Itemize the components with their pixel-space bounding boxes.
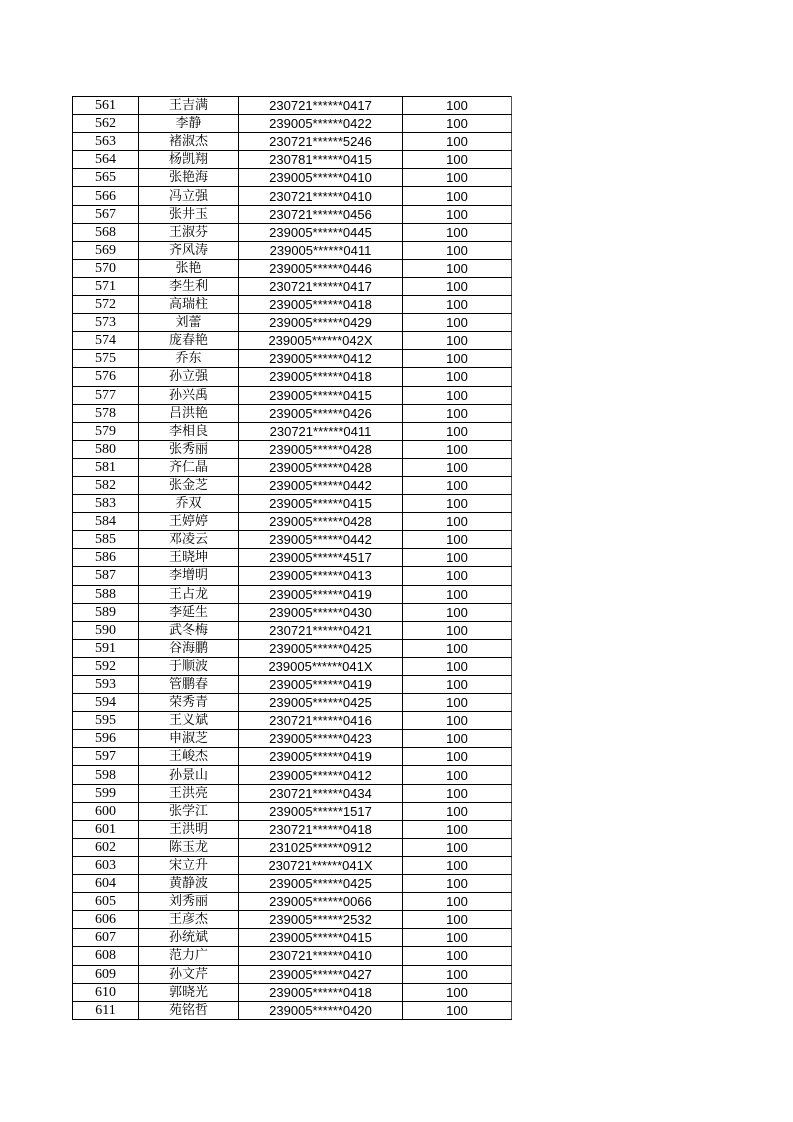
id-number-cell: 230721******041X <box>239 856 403 874</box>
table-row <box>73 639 512 657</box>
amount-cell: 100 <box>403 784 512 802</box>
row-number-cell: 598 <box>73 766 139 784</box>
amount-cell: 100 <box>403 205 512 223</box>
person-name-cell: 李延生 <box>139 603 239 621</box>
row-number-cell: 591 <box>73 639 139 657</box>
person-name-cell: 张秀丽 <box>139 440 239 458</box>
amount-cell: 100 <box>403 712 512 730</box>
table-row <box>73 820 512 838</box>
id-number-cell: 239005******0066 <box>239 893 403 911</box>
amount-cell: 100 <box>403 133 512 151</box>
id-number-cell: 239005******042X <box>239 332 403 350</box>
amount-cell: 100 <box>403 694 512 712</box>
person-name-cell: 范力广 <box>139 947 239 965</box>
row-number-cell: 597 <box>73 748 139 766</box>
table-row <box>73 567 512 585</box>
amount-cell: 100 <box>403 531 512 549</box>
row-number-cell: 604 <box>73 875 139 893</box>
table-row <box>73 241 512 259</box>
amount-cell: 100 <box>403 386 512 404</box>
row-number-cell: 611 <box>73 1001 139 1019</box>
id-number-cell: 239005******0412 <box>239 350 403 368</box>
amount-cell: 100 <box>403 567 512 585</box>
id-number-cell: 239005******0430 <box>239 603 403 621</box>
row-number-cell: 610 <box>73 983 139 1001</box>
table-row <box>73 458 512 476</box>
person-name-cell: 张井玉 <box>139 205 239 223</box>
amount-cell: 100 <box>403 657 512 675</box>
id-number-cell: 239005******0429 <box>239 314 403 332</box>
id-number-cell: 239005******0428 <box>239 440 403 458</box>
person-name-cell: 王彦杰 <box>139 911 239 929</box>
amount-cell: 100 <box>403 404 512 422</box>
person-name-cell: 武冬梅 <box>139 621 239 639</box>
row-number-cell: 600 <box>73 802 139 820</box>
row-number-cell: 587 <box>73 567 139 585</box>
person-name-cell: 乔双 <box>139 495 239 513</box>
id-number-cell: 230721******0410 <box>239 947 403 965</box>
row-number-cell: 593 <box>73 676 139 694</box>
id-number-cell: 239005******0442 <box>239 531 403 549</box>
id-number-cell: 239005******4517 <box>239 549 403 567</box>
amount-cell: 100 <box>403 585 512 603</box>
row-number-cell: 588 <box>73 585 139 603</box>
id-number-cell: 239005******0418 <box>239 983 403 1001</box>
person-name-cell: 王洪明 <box>139 820 239 838</box>
person-name-cell: 齐仁晶 <box>139 458 239 476</box>
table-row <box>73 893 512 911</box>
row-number-cell: 605 <box>73 893 139 911</box>
person-name-cell: 王峻杰 <box>139 748 239 766</box>
amount-cell: 100 <box>403 440 512 458</box>
table-row <box>73 368 512 386</box>
amount-cell: 100 <box>403 458 512 476</box>
amount-cell: 100 <box>403 97 512 115</box>
amount-cell: 100 <box>403 241 512 259</box>
person-name-cell: 李静 <box>139 115 239 133</box>
id-number-cell: 239005******0419 <box>239 585 403 603</box>
id-number-cell: 239005******0428 <box>239 458 403 476</box>
row-number-cell: 586 <box>73 549 139 567</box>
id-number-cell: 239005******2532 <box>239 911 403 929</box>
amount-cell: 100 <box>403 368 512 386</box>
person-name-cell: 于顺波 <box>139 657 239 675</box>
person-name-cell: 张金芝 <box>139 476 239 494</box>
row-number-cell: 603 <box>73 856 139 874</box>
amount-cell: 100 <box>403 893 512 911</box>
table-row <box>73 531 512 549</box>
table-row <box>73 983 512 1001</box>
table-row <box>73 133 512 151</box>
amount-cell: 100 <box>403 639 512 657</box>
table-row <box>73 404 512 422</box>
row-number-cell: 578 <box>73 404 139 422</box>
person-name-cell: 邓凌云 <box>139 531 239 549</box>
row-number-cell: 561 <box>73 97 139 115</box>
id-number-cell: 239005******0410 <box>239 169 403 187</box>
person-name-cell: 宋立升 <box>139 856 239 874</box>
person-name-cell: 孙统斌 <box>139 929 239 947</box>
id-number-cell: 230721******0410 <box>239 187 403 205</box>
amount-cell: 100 <box>403 676 512 694</box>
amount-cell: 100 <box>403 730 512 748</box>
row-number-cell: 567 <box>73 205 139 223</box>
table-row <box>73 802 512 820</box>
table-row <box>73 513 512 531</box>
row-number-cell: 570 <box>73 259 139 277</box>
row-number-cell: 564 <box>73 151 139 169</box>
id-number-cell: 239005******0427 <box>239 965 403 983</box>
row-number-cell: 596 <box>73 730 139 748</box>
amount-cell: 100 <box>403 965 512 983</box>
row-number-cell: 602 <box>73 838 139 856</box>
row-number-cell: 565 <box>73 169 139 187</box>
row-number-cell: 574 <box>73 332 139 350</box>
table-row <box>73 965 512 983</box>
id-number-cell: 230721******0417 <box>239 277 403 295</box>
id-number-cell: 239005******041X <box>239 657 403 675</box>
amount-cell: 100 <box>403 495 512 513</box>
table-row <box>73 277 512 295</box>
row-number-cell: 585 <box>73 531 139 549</box>
row-number-cell: 589 <box>73 603 139 621</box>
person-name-cell: 申淑芝 <box>139 730 239 748</box>
row-number-cell: 594 <box>73 694 139 712</box>
table-row <box>73 585 512 603</box>
person-name-cell: 张艳海 <box>139 169 239 187</box>
id-number-cell: 231025******0912 <box>239 838 403 856</box>
table-row <box>73 205 512 223</box>
table-row <box>73 621 512 639</box>
amount-cell: 100 <box>403 820 512 838</box>
table-row <box>73 386 512 404</box>
table-row <box>73 296 512 314</box>
amount-cell: 100 <box>403 296 512 314</box>
table-row <box>73 784 512 802</box>
amount-cell: 100 <box>403 513 512 531</box>
amount-cell: 100 <box>403 856 512 874</box>
amount-cell: 100 <box>403 259 512 277</box>
amount-cell: 100 <box>403 766 512 784</box>
person-name-cell: 管鹏春 <box>139 676 239 694</box>
id-number-cell: 230781******0415 <box>239 151 403 169</box>
id-number-cell: 239005******0411 <box>239 241 403 259</box>
id-number-cell: 239005******0428 <box>239 513 403 531</box>
table-row <box>73 350 512 368</box>
amount-cell: 100 <box>403 621 512 639</box>
person-name-cell: 刘秀丽 <box>139 893 239 911</box>
table-row <box>73 694 512 712</box>
person-name-cell: 李增明 <box>139 567 239 585</box>
person-name-cell: 李相良 <box>139 422 239 440</box>
amount-cell: 100 <box>403 187 512 205</box>
table-row <box>73 911 512 929</box>
row-number-cell: 590 <box>73 621 139 639</box>
id-number-cell: 239005******0415 <box>239 495 403 513</box>
person-name-cell: 孙文芹 <box>139 965 239 983</box>
amount-cell: 100 <box>403 838 512 856</box>
person-name-cell: 吕洪艳 <box>139 404 239 422</box>
id-number-cell: 239005******0442 <box>239 476 403 494</box>
table-row <box>73 151 512 169</box>
person-name-cell: 庞春艳 <box>139 332 239 350</box>
id-number-cell: 239005******0445 <box>239 223 403 241</box>
id-number-cell: 239005******1517 <box>239 802 403 820</box>
id-number-cell: 239005******0418 <box>239 368 403 386</box>
table-row <box>73 657 512 675</box>
row-number-cell: 576 <box>73 368 139 386</box>
amount-cell: 100 <box>403 115 512 133</box>
row-number-cell: 583 <box>73 495 139 513</box>
amount-cell: 100 <box>403 350 512 368</box>
id-number-cell: 230721******0411 <box>239 422 403 440</box>
id-number-cell: 239005******0412 <box>239 766 403 784</box>
person-name-cell: 王晓坤 <box>139 549 239 567</box>
id-number-cell: 230721******0456 <box>239 205 403 223</box>
table-row <box>73 187 512 205</box>
id-number-cell: 239005******0418 <box>239 296 403 314</box>
amount-cell: 100 <box>403 476 512 494</box>
table-row <box>73 440 512 458</box>
id-number-cell: 239005******0446 <box>239 259 403 277</box>
row-number-cell: 562 <box>73 115 139 133</box>
person-name-cell: 王婷婷 <box>139 513 239 531</box>
person-name-cell: 孙立强 <box>139 368 239 386</box>
row-number-cell: 575 <box>73 350 139 368</box>
row-number-cell: 595 <box>73 712 139 730</box>
row-number-cell: 566 <box>73 187 139 205</box>
table-row <box>73 495 512 513</box>
amount-cell: 100 <box>403 422 512 440</box>
row-number-cell: 592 <box>73 657 139 675</box>
row-number-cell: 581 <box>73 458 139 476</box>
person-name-cell: 陈玉龙 <box>139 838 239 856</box>
row-number-cell: 582 <box>73 476 139 494</box>
amount-cell: 100 <box>403 169 512 187</box>
id-number-cell: 239005******0415 <box>239 386 403 404</box>
amount-cell: 100 <box>403 947 512 965</box>
id-number-cell: 230721******0418 <box>239 820 403 838</box>
person-name-cell: 王义斌 <box>139 712 239 730</box>
amount-cell: 100 <box>403 277 512 295</box>
amount-cell: 100 <box>403 983 512 1001</box>
table-row <box>73 838 512 856</box>
row-number-cell: 584 <box>73 513 139 531</box>
person-name-cell: 郭晓光 <box>139 983 239 1001</box>
person-name-cell: 高瑞柱 <box>139 296 239 314</box>
row-number-cell: 572 <box>73 296 139 314</box>
amount-cell: 100 <box>403 748 512 766</box>
table-row <box>73 169 512 187</box>
amount-cell: 100 <box>403 314 512 332</box>
id-number-cell: 239005******0415 <box>239 929 403 947</box>
id-number-cell: 239005******0423 <box>239 730 403 748</box>
row-number-cell: 563 <box>73 133 139 151</box>
table-row <box>73 730 512 748</box>
row-number-cell: 573 <box>73 314 139 332</box>
person-name-cell: 张艳 <box>139 259 239 277</box>
table-row <box>73 1001 512 1019</box>
id-number-cell: 239005******0425 <box>239 639 403 657</box>
table-row <box>73 115 512 133</box>
id-number-cell: 230721******0417 <box>239 97 403 115</box>
id-number-cell: 239005******0419 <box>239 748 403 766</box>
row-number-cell: 571 <box>73 277 139 295</box>
person-name-cell: 张学江 <box>139 802 239 820</box>
person-name-cell: 冯立强 <box>139 187 239 205</box>
table-row <box>73 549 512 567</box>
row-number-cell: 579 <box>73 422 139 440</box>
person-name-cell: 孙兴禹 <box>139 386 239 404</box>
table-row <box>73 97 512 115</box>
table-row <box>73 712 512 730</box>
table-row <box>73 748 512 766</box>
person-name-cell: 黄静波 <box>139 875 239 893</box>
row-number-cell: 608 <box>73 947 139 965</box>
id-number-cell: 230721******0421 <box>239 621 403 639</box>
person-name-cell: 杨凯翔 <box>139 151 239 169</box>
row-number-cell: 606 <box>73 911 139 929</box>
person-name-cell: 王吉满 <box>139 97 239 115</box>
amount-cell: 100 <box>403 223 512 241</box>
id-number-cell: 239005******0419 <box>239 676 403 694</box>
row-number-cell: 601 <box>73 820 139 838</box>
table-row <box>73 676 512 694</box>
id-number-cell: 230721******0434 <box>239 784 403 802</box>
amount-cell: 100 <box>403 911 512 929</box>
table-row <box>73 259 512 277</box>
id-number-cell: 239005******0426 <box>239 404 403 422</box>
id-number-cell: 239005******0413 <box>239 567 403 585</box>
amount-cell: 100 <box>403 151 512 169</box>
amount-cell: 100 <box>403 802 512 820</box>
id-number-cell: 239005******0420 <box>239 1001 403 1019</box>
id-number-cell: 230721******5246 <box>239 133 403 151</box>
amount-cell: 100 <box>403 603 512 621</box>
table-row <box>73 314 512 332</box>
person-name-cell: 刘蕾 <box>139 314 239 332</box>
row-number-cell: 577 <box>73 386 139 404</box>
person-name-cell: 孙景山 <box>139 766 239 784</box>
row-number-cell: 568 <box>73 223 139 241</box>
person-name-cell: 王洪亮 <box>139 784 239 802</box>
table-row <box>73 603 512 621</box>
person-name-cell: 王占龙 <box>139 585 239 603</box>
table-row <box>73 332 512 350</box>
person-name-cell: 荣秀青 <box>139 694 239 712</box>
person-name-cell: 齐风涛 <box>139 241 239 259</box>
id-number-cell: 239005******0422 <box>239 115 403 133</box>
person-name-cell: 李生利 <box>139 277 239 295</box>
row-number-cell: 580 <box>73 440 139 458</box>
amount-cell: 100 <box>403 549 512 567</box>
amount-cell: 100 <box>403 1001 512 1019</box>
amount-cell: 100 <box>403 332 512 350</box>
person-name-cell: 苑铭哲 <box>139 1001 239 1019</box>
table-row <box>73 875 512 893</box>
table-row <box>73 476 512 494</box>
amount-cell: 100 <box>403 875 512 893</box>
person-name-cell: 谷海鹏 <box>139 639 239 657</box>
person-name-cell: 乔东 <box>139 350 239 368</box>
row-number-cell: 607 <box>73 929 139 947</box>
id-number-cell: 230721******0416 <box>239 712 403 730</box>
row-number-cell: 609 <box>73 965 139 983</box>
table-row <box>73 422 512 440</box>
id-number-cell: 239005******0425 <box>239 875 403 893</box>
table-row <box>73 929 512 947</box>
table-row <box>73 766 512 784</box>
row-number-cell: 569 <box>73 241 139 259</box>
roster-table-body <box>73 97 512 1020</box>
person-name-cell: 王淑芬 <box>139 223 239 241</box>
amount-cell: 100 <box>403 929 512 947</box>
roster-table <box>72 96 512 1020</box>
table-row <box>73 223 512 241</box>
id-number-cell: 239005******0425 <box>239 694 403 712</box>
table-row <box>73 947 512 965</box>
table-row <box>73 856 512 874</box>
person-name-cell: 褚淑杰 <box>139 133 239 151</box>
row-number-cell: 599 <box>73 784 139 802</box>
